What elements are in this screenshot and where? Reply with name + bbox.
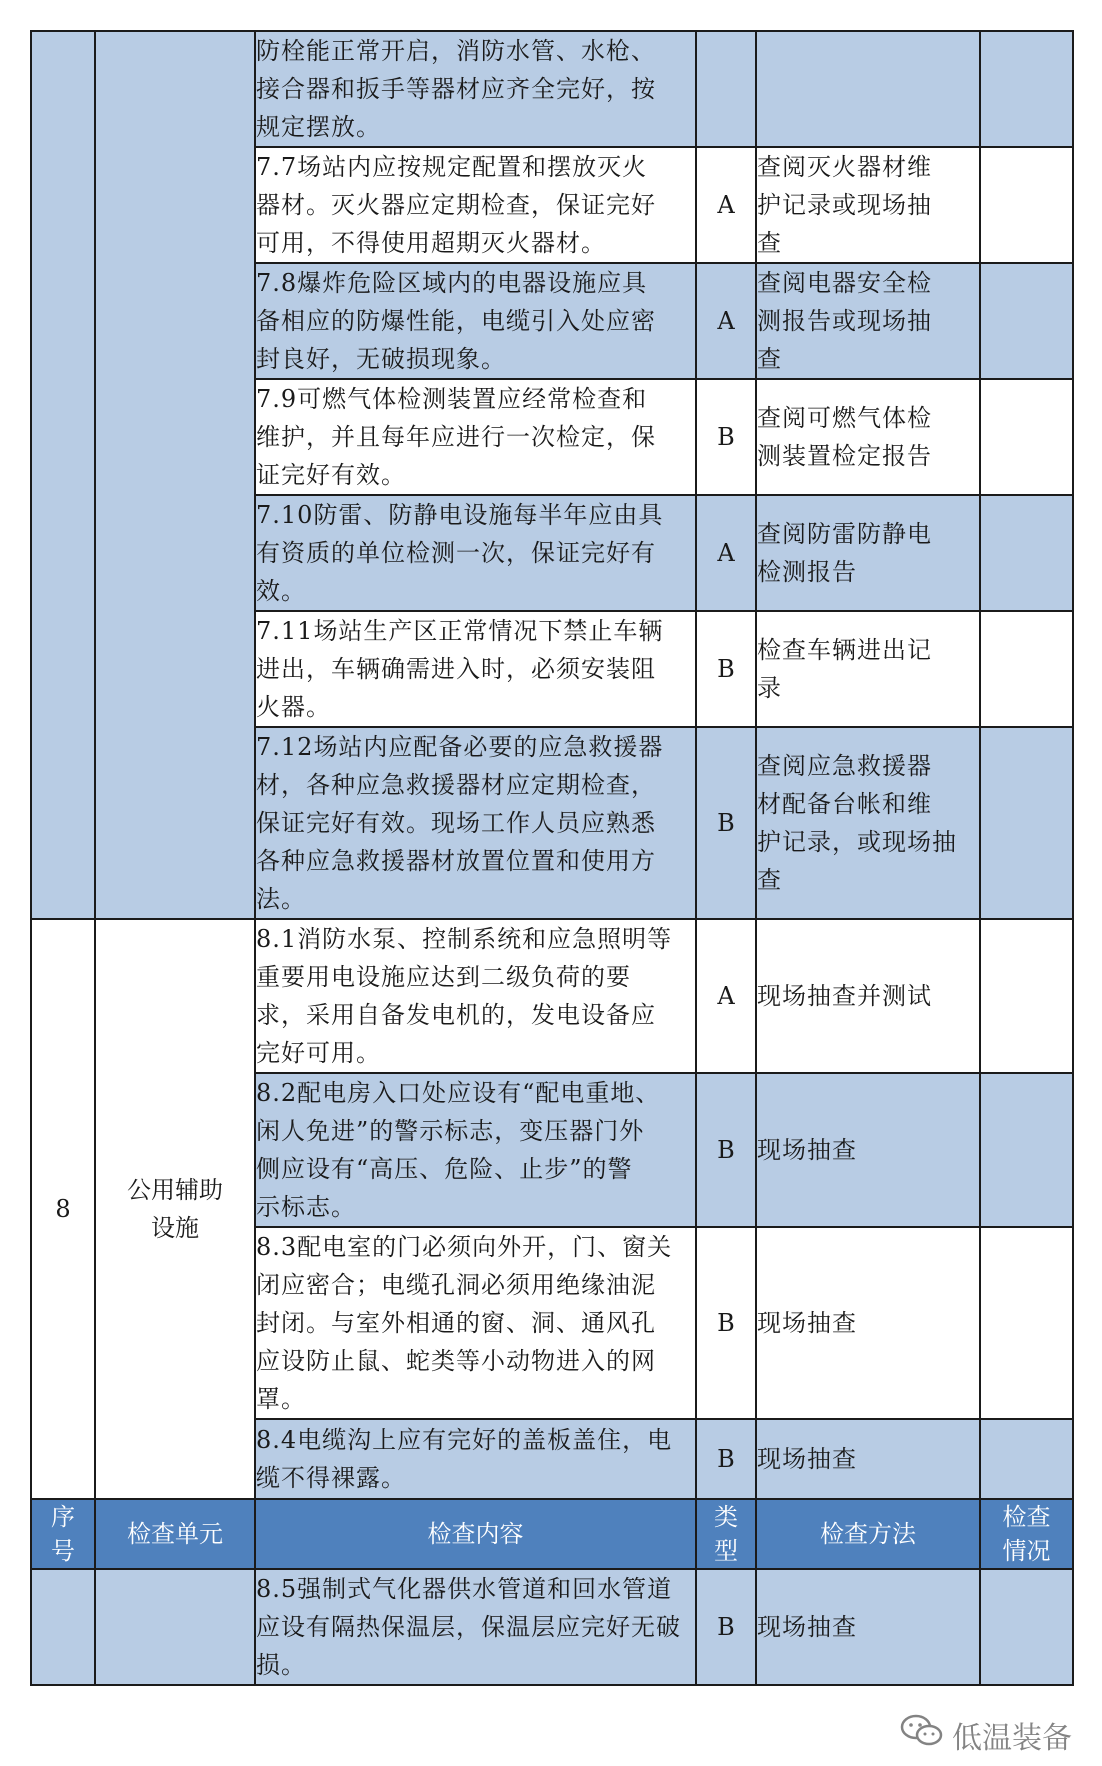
content-text: 7.7场站内应按规定配置和摆放灭火 器材。灭火器应定期检查，保证完好 可用，不得使用超期灭火器材。 bbox=[256, 153, 656, 257]
method-cell bbox=[756, 919, 980, 1073]
method-cell bbox=[756, 495, 980, 611]
table-row bbox=[31, 31, 1073, 147]
content-text: 防栓能正常开启，消防水管、水枪、 接合器和扳手等器材应齐全完好，按 规定摆放。 bbox=[256, 37, 656, 141]
watermark-text: 低温装备 bbox=[952, 1721, 1072, 1756]
header-type bbox=[696, 1499, 756, 1569]
method-text: 现场抽查并测试 bbox=[757, 982, 932, 1010]
method-text: 查阅应急救援器 材配备台帐和维 护记录，或现场抽 查 bbox=[757, 752, 957, 894]
section-unit bbox=[95, 919, 255, 1499]
header-unit: 检查单元 bbox=[95, 1499, 255, 1569]
no-cell bbox=[31, 1569, 95, 1685]
result-cell bbox=[980, 919, 1073, 1073]
method-cell bbox=[756, 147, 980, 263]
content-cell bbox=[255, 919, 696, 1073]
method-text: 现场抽查 bbox=[757, 1613, 857, 1641]
content-text: 8.5强制式气化器供水管道和回水管道 应设有隔热保温层，保温层应完好无破 损。 bbox=[256, 1575, 681, 1679]
inspection-table bbox=[30, 30, 1074, 1686]
content-cell bbox=[255, 727, 696, 919]
type-cell: B bbox=[696, 379, 756, 495]
method-cell bbox=[756, 1569, 980, 1685]
header-method: 检查方法 bbox=[756, 1499, 980, 1569]
type-cell: B bbox=[696, 1569, 756, 1685]
method-cell bbox=[756, 1073, 980, 1227]
result-cell bbox=[980, 1073, 1073, 1227]
header-result bbox=[980, 1499, 1073, 1569]
result-cell bbox=[980, 495, 1073, 611]
no-cell bbox=[31, 31, 95, 919]
method-text: 现场抽查 bbox=[757, 1136, 857, 1164]
header-type-label: 类 型 bbox=[714, 1503, 738, 1565]
header-no bbox=[31, 1499, 95, 1569]
header-no-label: 序 号 bbox=[51, 1503, 75, 1565]
table-row bbox=[31, 1569, 1073, 1685]
content-text: 8.4电缆沟上应有完好的盖板盖住，电 缆不得裸露。 bbox=[256, 1426, 673, 1492]
content-cell bbox=[255, 147, 696, 263]
content-cell bbox=[255, 495, 696, 611]
result-cell bbox=[980, 147, 1073, 263]
type-cell: B bbox=[696, 1227, 756, 1419]
type-cell: B bbox=[696, 727, 756, 919]
content-text: 8.2配电房入口处应设有“配电重地、 闲人免进”的警示标志，变压器门外 侧应设有“高压、危险、止步”的警 示标志。 bbox=[256, 1079, 661, 1221]
content-text: 8.3配电室的门必须向外开，门、窗关 闭应密合；电缆孔洞必须用绝缘油泥 封闭。与室外相通的窗、洞、通风孔 应设防止鼠、蛇类等小动物进入的网 罩。 bbox=[256, 1233, 673, 1413]
table-row bbox=[31, 919, 1073, 1073]
method-text: 现场抽查 bbox=[757, 1445, 857, 1473]
type-cell: A bbox=[696, 495, 756, 611]
content-cell bbox=[255, 379, 696, 495]
method-text: 查阅电器安全检 测报告或现场抽 查 bbox=[757, 269, 932, 373]
content-cell bbox=[255, 1419, 696, 1499]
result-cell bbox=[980, 263, 1073, 379]
content-text: 7.8爆炸危险区域内的电器设施应具 备相应的防爆性能，电缆引入处应密 封良好，无破损现象。 bbox=[256, 269, 656, 373]
unit-cell bbox=[95, 1569, 255, 1685]
method-cell bbox=[756, 1227, 980, 1419]
content-text: 8.1消防水泵、控制系统和应急照明等 重要用电设施应达到二级负荷的要 求，采用自备发电机的，发电设备应 完好可用。 bbox=[256, 925, 673, 1067]
method-cell bbox=[756, 611, 980, 727]
method-text: 查阅防雷防静电 检测报告 bbox=[757, 520, 932, 586]
method-cell bbox=[756, 727, 980, 919]
header-result-label: 检查 情况 bbox=[1002, 1503, 1051, 1565]
result-cell bbox=[980, 31, 1073, 147]
result-cell bbox=[980, 379, 1073, 495]
content-cell bbox=[255, 1227, 696, 1419]
content-cell bbox=[255, 1569, 696, 1685]
method-cell bbox=[756, 31, 980, 147]
section-unit-label: 公用辅助 设施 bbox=[127, 1176, 223, 1242]
method-text: 查阅可燃气体检 测装置检定报告 bbox=[757, 404, 932, 470]
table-header-row bbox=[31, 1499, 1073, 1569]
content-text: 7.11场站生产区正常情况下禁止车辆 进出，车辆确需进入时，必须安装阻 火器。 bbox=[256, 617, 664, 721]
content-cell bbox=[255, 263, 696, 379]
result-cell bbox=[980, 1419, 1073, 1499]
method-cell bbox=[756, 1419, 980, 1499]
result-cell bbox=[980, 727, 1073, 919]
unit-cell bbox=[95, 31, 255, 919]
content-cell bbox=[255, 31, 696, 147]
type-cell: B bbox=[696, 1419, 756, 1499]
content-text: 7.9可燃气体检测装置应经常检查和 维护，并且每年应进行一次检定，保 证完好有效。 bbox=[256, 385, 656, 489]
content-cell bbox=[255, 611, 696, 727]
content-text: 7.10防雷、防静电设施每半年应由具 有资质的单位检测一次，保证完好有 效。 bbox=[256, 501, 664, 605]
header-content: 检查内容 bbox=[255, 1499, 696, 1569]
result-cell bbox=[980, 1227, 1073, 1419]
type-cell: A bbox=[696, 147, 756, 263]
method-text: 现场抽查 bbox=[757, 1309, 857, 1337]
result-cell bbox=[980, 1569, 1073, 1685]
type-cell bbox=[696, 31, 756, 147]
content-text: 7.12场站内应配备必要的应急救援器 材，各种应急救援器材应定期检查， 保证完好有效。现场工作人员应熟悉 各种应急救援器材放置位置和使用方 法。 bbox=[256, 733, 664, 913]
type-cell: A bbox=[696, 263, 756, 379]
result-cell bbox=[980, 611, 1073, 727]
method-text: 查阅灭火器材维 护记录或现场抽 查 bbox=[757, 153, 932, 257]
method-cell bbox=[756, 263, 980, 379]
content-cell bbox=[255, 1073, 696, 1227]
type-cell: B bbox=[696, 1073, 756, 1227]
section-number: 8 bbox=[31, 919, 95, 1499]
type-cell: A bbox=[696, 919, 756, 1073]
watermark bbox=[900, 1712, 1072, 1758]
method-text: 检查车辆进出记 录 bbox=[757, 636, 932, 702]
wechat-icon bbox=[900, 1712, 952, 1758]
method-cell bbox=[756, 379, 980, 495]
type-cell: B bbox=[696, 611, 756, 727]
